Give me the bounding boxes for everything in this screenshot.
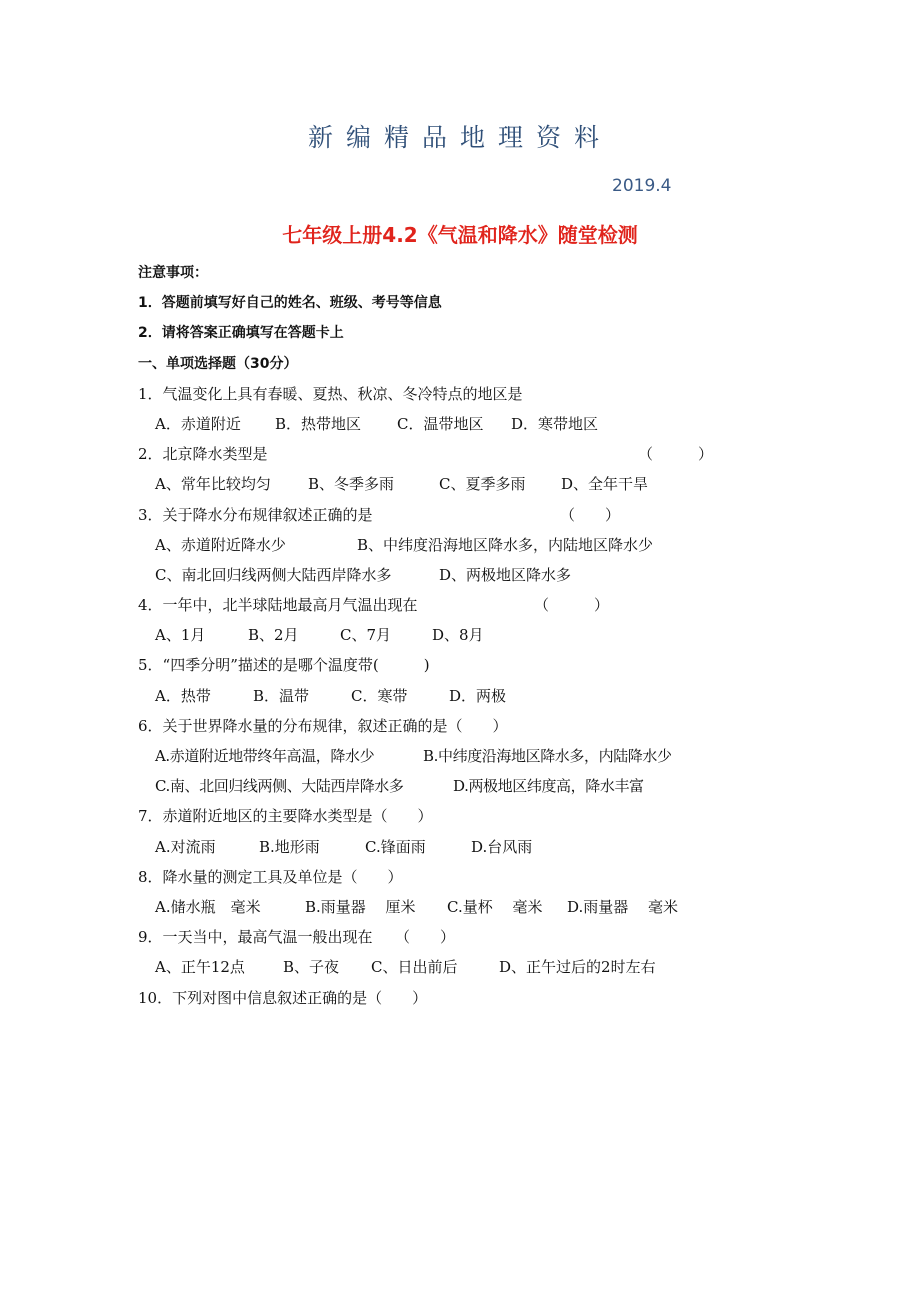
document-body	[138, 258, 738, 1013]
option: A、正午12点	[155, 958, 245, 977]
option: C．寒带	[351, 686, 408, 705]
question-stem	[138, 922, 738, 952]
question-options	[138, 530, 738, 560]
option: B．温带	[253, 686, 310, 705]
option: C、7月	[340, 626, 392, 645]
question-text: 9．一天当中，最高气温一般出现在 （ ）	[138, 928, 456, 947]
option: D、两极地区降水多	[439, 565, 572, 584]
option: D、正午过后的2时左右	[499, 958, 656, 977]
answer-blank: （ ）	[534, 596, 610, 615]
option: A．热带	[155, 686, 211, 705]
question-options	[138, 560, 738, 590]
option: B、冬季多雨	[308, 475, 395, 494]
option: B．热带地区	[275, 414, 362, 433]
question-stem	[138, 379, 738, 409]
option: B、中纬度沿海地区降水多，内陆地区降水少	[357, 535, 654, 554]
section-heading: 一、单项选择题（30分）	[138, 355, 298, 372]
option: A.对流雨	[155, 837, 216, 856]
question-text: 2．北京降水类型是	[138, 445, 268, 464]
option: A.赤道附近地带终年高温，降水少	[155, 747, 375, 765]
question-text: 10．下列对图中信息叙述正确的是（ ）	[138, 988, 428, 1007]
notice-heading: 注意事项：	[138, 265, 208, 281]
answer-blank: （ ）	[560, 505, 621, 524]
question-stem	[138, 983, 738, 1013]
option: D、全年干旱	[561, 475, 649, 494]
question-stem	[138, 500, 738, 530]
question-stem	[138, 439, 738, 469]
question-options	[138, 469, 738, 499]
option: A.储水瓶 毫米	[155, 897, 261, 916]
option: D.台风雨	[471, 837, 533, 856]
option: D．两极	[449, 686, 507, 705]
option: D．寒带地区	[511, 414, 599, 433]
option: A、赤道附近降水少	[155, 535, 286, 554]
option: A．赤道附近	[155, 414, 241, 433]
question-options	[138, 741, 738, 771]
option: C.南、北回归线两侧、大陆西岸降水多	[155, 777, 404, 796]
option: A、常年比较均匀	[155, 475, 271, 494]
option: C、日出前后	[371, 958, 458, 977]
option: D、8月	[432, 626, 484, 645]
option: C、南北回归线两侧大陆西岸降水多	[155, 565, 392, 584]
option: C.量杯 毫米	[447, 897, 543, 916]
question-options	[138, 771, 738, 801]
option: C、夏季多雨	[439, 475, 526, 494]
question-stem	[138, 650, 738, 680]
question-text: 3．关于降水分布规律叙述正确的是	[138, 505, 373, 524]
option: B.地形雨	[259, 837, 320, 856]
question-stem	[138, 862, 738, 892]
question-text: 4．一年中，北半球陆地最高月气温出现在	[138, 596, 418, 615]
question-options	[138, 892, 738, 922]
option: B、子夜	[283, 958, 340, 977]
question-text: 6．关于世界降水量的分布规律，叙述正确的是（ ）	[138, 716, 508, 735]
document-title: 七年级上册4.2《气温和降水》随堂检测	[282, 223, 638, 247]
option: D.雨量器 毫米	[567, 897, 679, 916]
question-options	[138, 832, 738, 862]
option: B.雨量器 厘米	[305, 897, 416, 916]
question-stem	[138, 711, 738, 741]
question-options	[138, 952, 738, 982]
question-options	[138, 409, 738, 439]
question-stem	[138, 590, 738, 620]
option: C.锋面雨	[365, 837, 426, 856]
option: B、2月	[248, 626, 299, 645]
notice-item: 1．答题前填写好自己的姓名、班级、考号等信息	[138, 295, 442, 312]
question-text: 7．赤道附近地区的主要降水类型是（ ）	[138, 807, 433, 826]
option: B.中纬度沿海地区降水多，内陆降水少	[423, 747, 672, 765]
question-options	[138, 620, 738, 650]
option: C．温带地区	[397, 414, 484, 433]
question-options	[138, 681, 738, 711]
question-text: 8．降水量的测定工具及单位是（ ）	[138, 867, 403, 886]
notice-item: 2．请将答案正确填写在答题卡上	[138, 325, 344, 342]
series-header-title: 新编精品地理资料	[307, 123, 612, 152]
question-text: 1．气温变化上具有春暖、夏热、秋凉、冬冷特点的地区是	[138, 384, 523, 403]
question-text: 5．“四季分明”描述的是哪个温度带( )	[138, 656, 430, 675]
answer-blank: （ ）	[638, 445, 714, 464]
header-date: 2019.4	[612, 176, 672, 196]
question-stem	[138, 801, 738, 831]
option: A、1月	[155, 626, 206, 645]
option: D.两极地区纬度高，降水丰富	[453, 777, 644, 796]
